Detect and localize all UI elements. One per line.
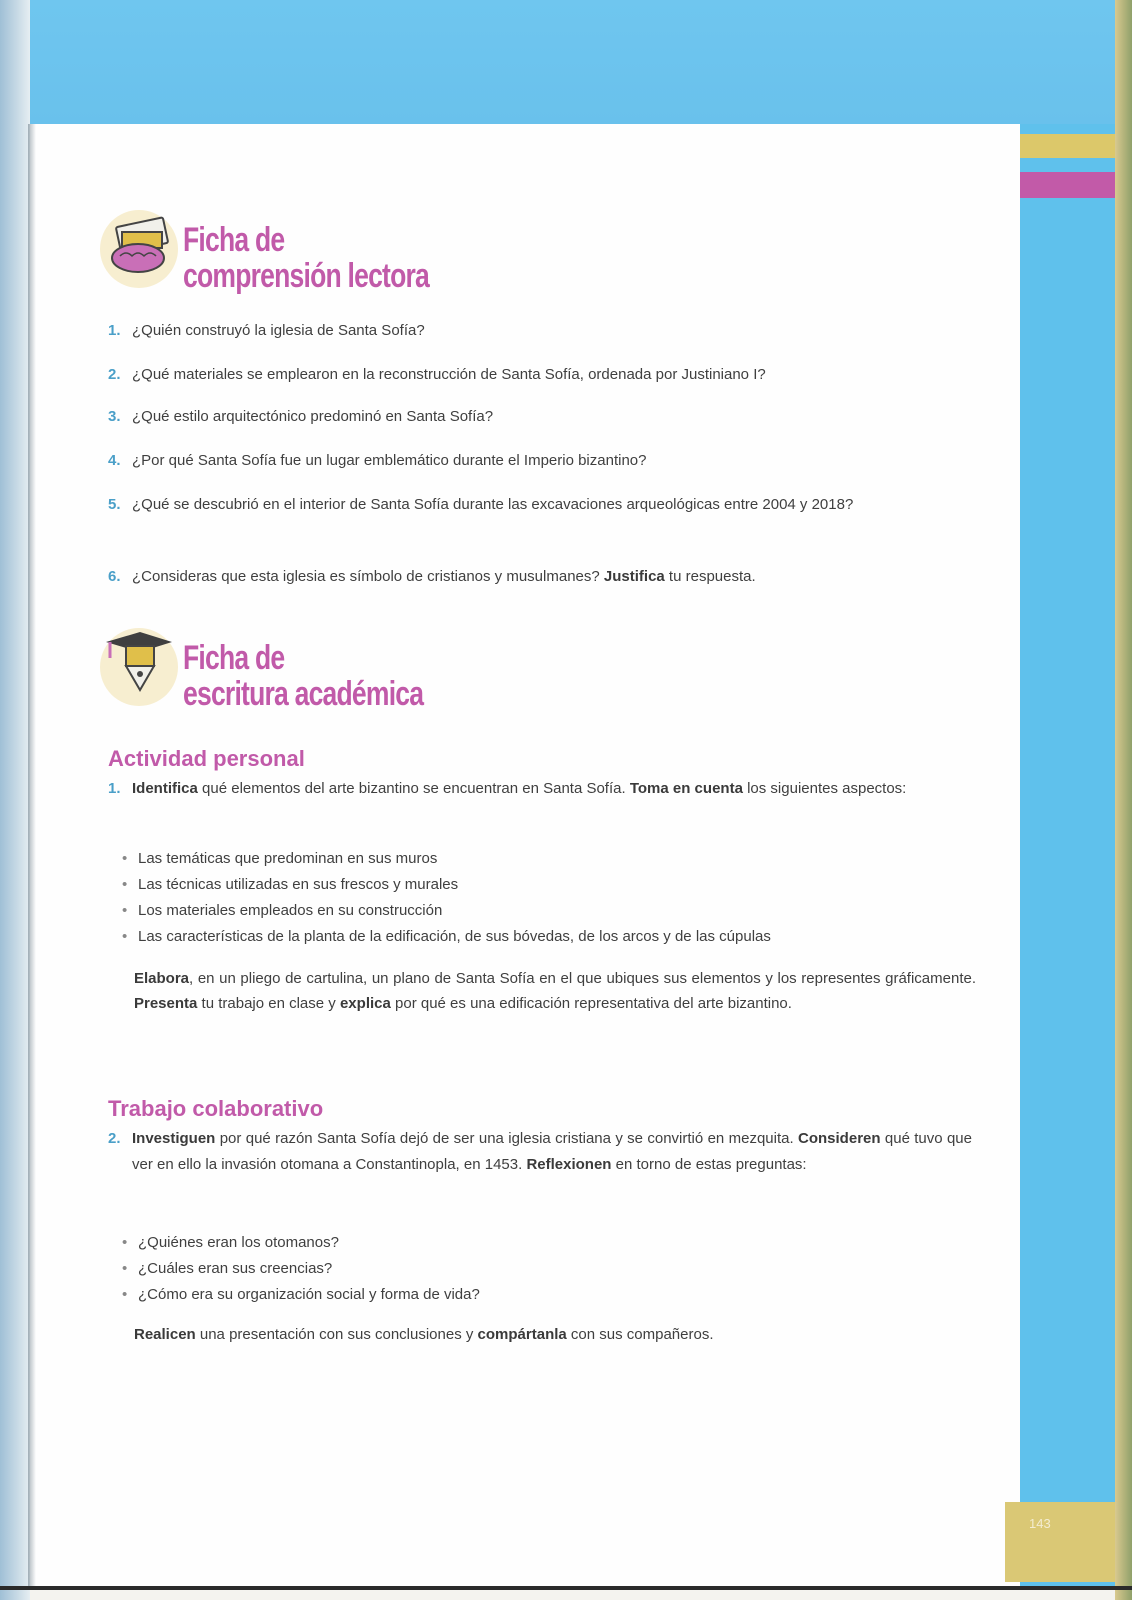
- question-number: 6.: [108, 568, 121, 585]
- bold-verb: compártanla: [477, 1326, 567, 1343]
- section-title-writing: [183, 640, 423, 712]
- question-text: ¿Consideras que esta iglesia es símbolo de cristianos y musulmanes?: [132, 568, 600, 585]
- title-line-2: comprensión lectora: [183, 257, 430, 295]
- heading-trabajo-colaborativo: Trabajo colaborativo: [108, 1096, 324, 1121]
- question-item: [108, 362, 978, 388]
- question-item: [108, 404, 978, 430]
- question-text: ¿Qué estilo arquitectónico predominó en Santa Sofía?: [132, 408, 494, 425]
- book-spine-left: [0, 0, 30, 1600]
- bold-verb: Reflexionen: [526, 1156, 612, 1173]
- title-line-1: Ficha de: [183, 221, 285, 259]
- text-run: con sus compañeros.: [566, 1326, 714, 1343]
- bullet-item: • ¿Cuáles eran sus creencias?: [138, 1256, 332, 1281]
- heading-actividad-personal: Actividad personal: [108, 746, 305, 771]
- page-number-tab: [1005, 1502, 1115, 1582]
- graduation-pen-icon: [100, 628, 178, 706]
- question-number: 2.: [108, 366, 121, 383]
- question-item: [108, 318, 978, 344]
- section-title-reading: [183, 222, 429, 294]
- section-tab-magenta: [1020, 172, 1115, 198]
- bold-verb: Identifica: [132, 780, 198, 797]
- activity-number: 1.: [108, 780, 121, 797]
- bold-verb: Elabora: [134, 970, 190, 987]
- text-run: por qué es una edificación representativa del arte bizantino.: [390, 995, 792, 1012]
- activity-item: [108, 776, 978, 802]
- top-color-band: [30, 0, 1115, 124]
- bullet-item: • Los materiales empleados en su construcción: [138, 898, 442, 923]
- bold-verb: Investiguen: [132, 1130, 216, 1147]
- text-run: los siguientes aspectos:: [742, 780, 907, 797]
- text-run: qué elementos del arte bizantino se encuentran en Santa Sofía.: [197, 780, 630, 797]
- gutter-shadow: [28, 124, 36, 1590]
- page-bottom-edge: [0, 1586, 1132, 1590]
- bold-verb: Consideren: [798, 1130, 881, 1147]
- title-line-1: Ficha de: [183, 639, 285, 677]
- title-line-2: escritura académica: [183, 675, 424, 713]
- bold-verb: Realicen: [134, 1326, 196, 1343]
- activity-paragraph: [134, 966, 976, 1016]
- text-run: tu trabajo en clase y: [197, 995, 340, 1012]
- bullet-item: • Las técnicas utilizadas en sus frescos y murales: [138, 872, 458, 897]
- question-text: ¿Quién construyó la iglesia de Santa Sofía?: [132, 322, 425, 339]
- page-number: 143: [1029, 1516, 1051, 1531]
- text-run: , en un pliego de cartulina, un plano de Santa Sofía en el que ubiques sus elementos y los representes gráficamente.: [189, 970, 976, 987]
- question-bold: Justifica: [603, 568, 665, 585]
- brain-book-icon: [100, 210, 178, 288]
- question-text: ¿Qué se descubrió en el interior de Santa Sofía durante las excavaciones arqueológicas entre 2004 y 2018?: [132, 496, 854, 513]
- activity-item: [108, 1126, 978, 1178]
- question-number: 3.: [108, 408, 121, 425]
- text-run: una presentación con sus conclusiones y: [195, 1326, 478, 1343]
- question-text: ¿Por qué Santa Sofía fue un lugar emblemático durante el Imperio bizantino?: [132, 452, 647, 469]
- conclusion-paragraph: [134, 1322, 976, 1347]
- text-run: qué tuvo que ver en ello la invasión otomana a Constantinopla, en 1453.: [132, 1130, 972, 1173]
- question-number: 1.: [108, 322, 121, 339]
- question-number: 5.: [108, 496, 121, 513]
- bullet-item: • ¿Cómo era su organización social y forma de vida?: [138, 1282, 480, 1307]
- section-tab-yellow: [1020, 134, 1115, 158]
- bold-verb: Toma en cuenta: [629, 780, 743, 797]
- right-color-band: [1020, 124, 1115, 1590]
- text-run: en torno de estas preguntas:: [611, 1156, 807, 1173]
- question-text: ¿Qué materiales se emplearon en la reconstrucción de Santa Sofía, ordenada por Justiniano I?: [132, 366, 766, 383]
- question-item: [108, 492, 978, 518]
- book-edge-right: [1115, 0, 1132, 1600]
- activity-number: 2.: [108, 1130, 121, 1147]
- activity-text: [132, 776, 972, 802]
- question-number: 4.: [108, 452, 121, 469]
- question-text-rest: tu respuesta.: [664, 568, 756, 585]
- question-item: [108, 448, 978, 474]
- text-run: por qué razón Santa Sofía dejó de ser una iglesia cristiana y se convirtió en mezquita.: [215, 1130, 799, 1147]
- bullet-item: • ¿Quiénes eran los otomanos?: [138, 1230, 339, 1255]
- activity-text: [132, 1126, 972, 1178]
- bullet-item: • Las características de la planta de la edificación, de sus bóvedas, de los arcos y de las cúpulas: [138, 924, 771, 949]
- bold-verb: Presenta: [134, 995, 198, 1012]
- bullet-item: • Las temáticas que predominan en sus muros: [138, 846, 437, 871]
- bold-verb: explica: [339, 995, 391, 1012]
- question-item: [108, 564, 978, 590]
